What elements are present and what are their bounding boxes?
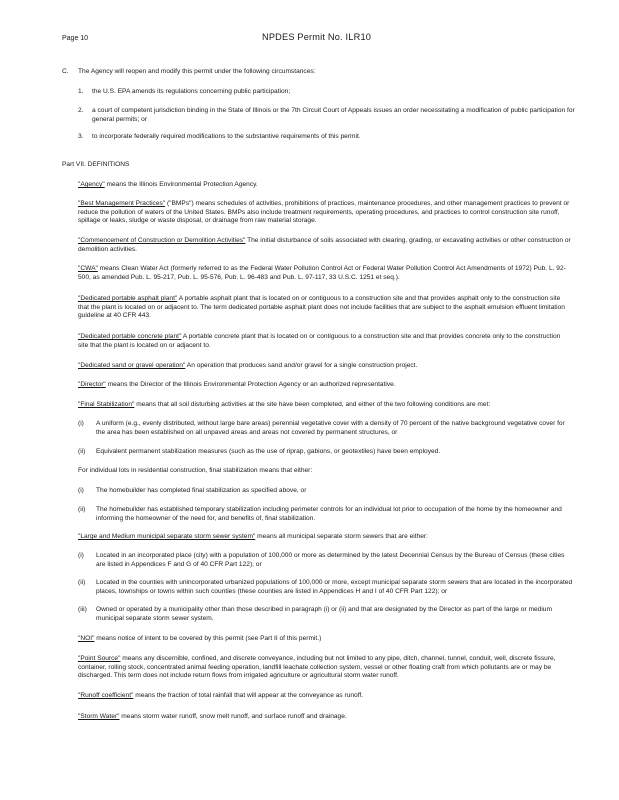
definition-bmp <box>78 200 572 226</box>
definition-sand-gravel <box>78 362 572 371</box>
section-c-letter: C. <box>62 68 69 75</box>
list-number: (ii) <box>78 506 86 513</box>
section-c-intro: The Agency will reopen and modify this permit under the following circumstances: <box>78 68 316 75</box>
list-number: (ii) <box>78 448 86 455</box>
list-item: Located in an incorporated place (city) with a population of 100,000 or more as determined by the latest Decennial Census by the Bureau of Census (these cities are listed in Appendices F and G of 40 CFR Part 122); or <box>96 552 565 568</box>
list-item: Located in the counties with unincorporated urbanized populations of 100,000 or more, except municipal separate storm sewers that are located in the incorporated places, townships or towns within such counties (these counties are listed in Appendices H and I of 40 CFR Part 122); or <box>96 579 573 595</box>
definition-director <box>78 381 572 390</box>
definition-ms4 <box>78 533 572 542</box>
definition-text: means the fraction of total rainfall that will appear at the conveyance as runoff. <box>133 692 364 699</box>
definition-term: "Runoff coefficient" <box>78 692 134 699</box>
list-item: to incorporate federally required modifications to the substantive requirements of this permit. <box>92 133 361 140</box>
list-number: (ii) <box>78 579 86 586</box>
definition-runoff-coefficient <box>78 692 572 701</box>
definition-final-stabilization <box>78 401 572 410</box>
list-number: 3. <box>78 133 84 140</box>
definition-cwa <box>78 265 572 282</box>
definition-text: A portable concrete plant that is located on or contiguous to a construction site and that provides concrete only to the construction site that the plant is located on or adjacent to. <box>78 333 561 349</box>
list-number: (iii) <box>78 606 87 613</box>
list-item: A uniform (e.g., evenly distributed, without large bare areas) perennial vegetative cover with a density of 70 percent of the native background vegetative cover for the area has been established on all unpaved areas and areas not covered by permanent structures, or <box>96 420 565 436</box>
definition-term: "Best Management Practices" <box>78 200 166 207</box>
definition-text: means the Director of the Illinois Environmental Protection Agency or an authorized representative. <box>105 381 396 388</box>
definition-term: "Large and Medium municipal separate storm sewer system" <box>78 533 256 540</box>
page-number: Page 10 <box>62 35 89 42</box>
definition-term: "Agency" <box>78 181 105 188</box>
list-number: 2. <box>78 107 84 114</box>
list-number: (i) <box>78 552 84 559</box>
definition-text: means notice of intent to be covered by this permit (see Part II of this permit.) <box>94 635 322 642</box>
list-item: Owned or operated by a municipality other than those described in paragraph (i) or (ii) and that are designated by the Director as part of the large or medium municipal separate storm sewer system. <box>96 606 552 622</box>
definition-agency <box>78 181 572 190</box>
definition-point-source <box>78 655 572 681</box>
definition-term: "Commencement of Construction or Demolition Activities" <box>78 237 246 244</box>
definition-text: means Clean Water Act (formerly referred to as the Federal Water Pollution Control Act or Federal Water Pollution Control Act Amendments of 1972) Pub. L. 92-500, as amended Pub. L. 95-217, Pub. L. 95-576, Pub. L. 96-483 and Pub. L. 97-117, 33 U.S.C. 1251 et seq.). <box>78 265 566 281</box>
definition-text: The initial disturbance of soils associated with clearing, grading, or excavating activities or other construction or demolition activities. <box>78 237 571 253</box>
definition-text: means that all soil disturbing activities at the site have been completed, and either of the two following conditions are met: <box>134 401 491 408</box>
definition-text: means the Illinois Environmental Protection Agency. <box>104 181 258 188</box>
residential-intro: For individual lots in residential construction, final stabilization means that either: <box>78 467 313 474</box>
definition-text: ("BMPs") means schedules of activities, prohibitions of practices, maintenance procedures, and other management practices to prevent or reduce the pollution of waters of the United States. BMPs also include treatment requirements, operating procedures, and practices to control construction site runoff, spillage or leaks, sludge or waste disposal, or drainage from raw material storage. <box>78 200 570 225</box>
definition-term: "Dedicated portable asphalt plant" <box>78 295 178 302</box>
part-heading: Part VII. DEFINITIONS <box>62 161 130 168</box>
definition-text: A portable asphalt plant that is located on or contiguous to a construction site and that provides asphalt only to the construction site that the plant is located on or adjacent to. The term dedicated portable asphalt plant does not include facilities that are subject to the asphalt emulsion effluent limitation guideline at 40 CFR 443. <box>78 295 565 320</box>
definition-term: "Point Source" <box>78 655 121 662</box>
definition-concrete-plant <box>78 333 572 350</box>
definition-text: means any discernible, confined, and discrete conveyance, including but not limited to any pipe, ditch, channel, tunnel, conduit, well, discrete fissure, container, rolling stock, concentrated animal feeding operation, landfill leachate collection system, vessel or other floating craft from which pollutants are or may be discharged. This term does not include return flows from irrigated agriculture or agricultural storm water runoff. <box>78 655 556 680</box>
definition-term: "Storm Water" <box>78 713 120 720</box>
list-item: Equivalent permanent stabilization measures (such as the use of riprap, gabions, or geotextiles) have been employed. <box>96 448 441 455</box>
definition-term: "Dedicated portable concrete plant" <box>78 333 182 340</box>
list-number: (i) <box>78 487 84 494</box>
list-item: a court of competent jurisdiction binding in the State of Illinois or the 7th Circuit Court of Appeals issues an order necessitating a modification of public participation for general permits; or <box>92 107 575 123</box>
definition-text: means storm water runoff, snow melt runoff, and surface runoff and drainage. <box>119 713 347 720</box>
definition-commencement <box>78 237 572 254</box>
definition-term: "NOI" <box>78 635 95 642</box>
definition-noi <box>78 635 572 644</box>
definition-asphalt-plant <box>78 295 572 321</box>
list-number: (i) <box>78 420 84 427</box>
definition-term: "Final Stabilization" <box>78 401 135 408</box>
list-item: The homebuilder has completed final stabilization as specified above, or <box>96 487 307 494</box>
definition-text: An operation that produces sand and/or gravel for a single construction project. <box>185 362 418 369</box>
definition-term: "Dedicated sand or gravel operation" <box>78 362 186 369</box>
definition-term: "CWA" <box>78 265 98 272</box>
list-number: 1. <box>78 88 84 95</box>
list-item: The homebuilder has established temporary stabilization including perimeter controls for an individual lot prior to occupation of the home by the homeowner and informing the homeowner of the need for, and benefits of, final stabilization. <box>96 506 562 522</box>
definition-term: "Director" <box>78 381 106 388</box>
permit-title: NPDES Permit No. ILR10 <box>262 32 372 42</box>
definition-text: means all municipal separate storm sewers that are either: <box>255 533 428 540</box>
definition-storm-water <box>78 713 572 722</box>
list-item: the U.S. EPA amends its regulations concerning public participation; <box>92 88 291 95</box>
